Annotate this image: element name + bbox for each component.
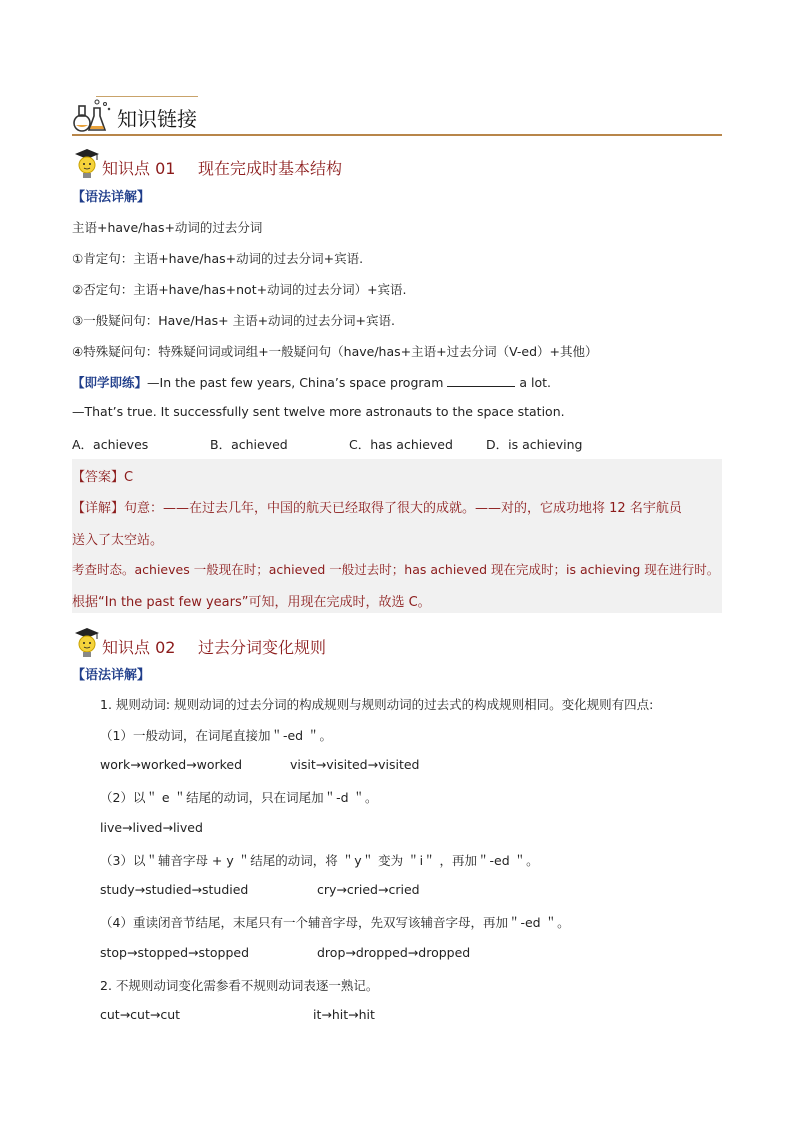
detail-tag: 【详解】 (72, 501, 125, 516)
example-3b: cry→cried→cried (317, 882, 420, 897)
example-4b: drop→dropped→dropped (317, 945, 471, 960)
lab-flask-icon (72, 98, 112, 134)
example-1b: visit→visited→visited (290, 757, 420, 772)
question-text-b: a lot. (519, 375, 552, 390)
knowledge-point-01-heading (72, 152, 722, 184)
header-rule (72, 134, 722, 136)
rule-2: （2）以＂ e ＂结尾的动词，只在词尾加＂-d ＂。 (100, 790, 378, 805)
knowledge-point-02-heading (72, 631, 722, 663)
top-decor-line (96, 96, 198, 97)
answer-blank (447, 374, 515, 387)
example-2a: live→lived→lived (100, 820, 203, 835)
page-title: 知识链接 (117, 107, 197, 131)
detail-line-4: 根据“In the past few years”可知，用现在完成时，故选 C。 (72, 595, 431, 610)
affirmative-line: ①肯定句：主语+have/has+动词的过去分词+宾语. (72, 251, 364, 266)
section-header (72, 98, 722, 136)
answer-box (72, 459, 722, 613)
grammar-tag: 【语法详解】 (72, 190, 151, 205)
detail-text-1: 句意：——在过去几年，中国的航天已经取得了很大的成就。——对的，它成功地将 12 名宇航员 (124, 501, 682, 516)
detail-line-1 (72, 497, 682, 516)
kp-number: 知识点 01 (102, 159, 176, 178)
lightbulb-scholar-icon (72, 146, 102, 180)
practice-tag: 【即学即练】 (72, 375, 148, 390)
kp-name: 现在完成时基本结构 (198, 159, 343, 178)
example-5b: it→hit→hit (313, 1007, 375, 1022)
example-3a: study→studied→studied (100, 882, 249, 897)
option-a: A．achieves (72, 437, 149, 452)
option-b: B．achieved (210, 437, 288, 452)
example-5a: cut→cut→cut (100, 1007, 181, 1022)
option-c: C．has achieved (349, 437, 453, 452)
rule-irregular-verbs: 2. 不规则动词变化需参看不规则动词表逐一熟记。 (100, 978, 379, 993)
option-d: D．is achieving (486, 437, 583, 452)
detail-line-2: 送入了太空站。 (72, 533, 164, 548)
answer-line (72, 466, 133, 485)
general-question-line: ③一般疑问句：Have/Has+ 主语+动词的过去分词+宾语. (72, 313, 396, 328)
kp-number: 知识点 02 (102, 638, 176, 657)
practice-question-2: —That’s true. It successfully sent twelve more astronauts to the space station. (72, 404, 565, 419)
special-question-line: ④特殊疑问句：特殊疑问词或词组+一般疑问句（have/has+主语+过去分词（V-ed）+其他） (72, 344, 598, 359)
example-4a: stop→stopped→stopped (100, 945, 250, 960)
grammar-tag: 【语法详解】 (72, 668, 151, 683)
practice-question-1 (72, 373, 551, 391)
rule-4: （4）重读闭音节结尾，末尾只有一个辅音字母，先双写该辅音字母，再加＂-ed ＂。 (100, 915, 570, 930)
answer-tag: 【答案】 (72, 470, 125, 485)
negative-line: ②否定句：主语+have/has+not+动词的过去分词）+宾语. (72, 282, 407, 297)
answer-value: C (124, 470, 134, 485)
rule-regular-verbs: 1. 规则动词: 规则动词的过去分词的构成规则与规则动词的过去式的构成规则相同。变化规则有四点: (100, 697, 654, 712)
kp-name: 过去分词变化规则 (198, 638, 327, 657)
rule-1: （1）一般动词，在词尾直接加＂-ed ＂。 (100, 728, 333, 743)
example-1a: work→worked→worked (100, 757, 243, 772)
structure-line: 主语+have/has+动词的过去分词 (72, 220, 263, 235)
detail-line-3: 考查时态。achieves 一般现在时；achieved 一般过去时；has achieved 现在完成时；is achieving 现在进行时。 (72, 562, 720, 577)
rule-3: （3）以＂辅音字母 + y ＂结尾的动词，将 ＂y＂ 变为 ＂i＂ ，再加＂-ed ＂。 (100, 853, 539, 868)
question-text-a: —In the past few years, China’s space program (147, 375, 444, 390)
lightbulb-scholar-icon (72, 625, 102, 659)
